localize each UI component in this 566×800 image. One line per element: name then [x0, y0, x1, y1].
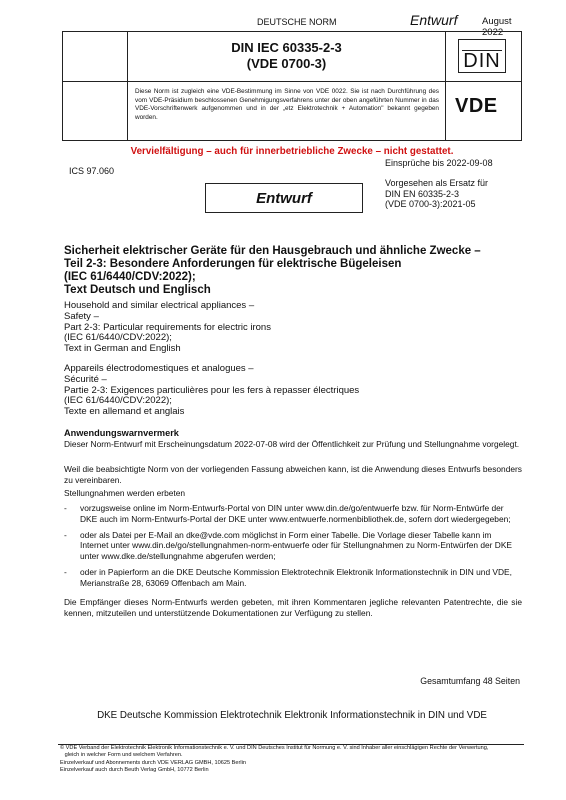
- vde-classification: (VDE 0700-3): [246, 56, 327, 71]
- list-item: [64, 530, 522, 562]
- title-english: [64, 301, 522, 355]
- paragraph: Die Empfänger dieses Norm-Entwurfs werden gebeten, mit ihren Kommentaren jegliche relevanten Patentrechte, die sie kennen, mitzuteilen und unterstützende Dokumentationen zur Verfügung zu stellen.: [64, 597, 522, 618]
- total-pages: Gesamtumfang 48 Seiten: [420, 676, 520, 686]
- title-line: Sécurité –: [64, 373, 107, 385]
- title-german: [64, 245, 522, 297]
- title-line: (IEC 61/6440/CDV:2022);: [64, 271, 196, 283]
- footer-line: Einzelverkauf auch durch Beuth Verlag GmbH, 10772 Berlin: [60, 767, 209, 774]
- bullet-marker: -: [64, 503, 67, 513]
- bullet-marker: -: [64, 529, 67, 540]
- list-item: [64, 567, 522, 589]
- divider: [445, 32, 446, 140]
- paragraph: Stellungnahmen werden erbeten: [64, 488, 186, 498]
- list-item-text: oder in Papierform an die DKE Deutsche Kommission Elektrotechnik Elektronik Informationstechnik in DIN und VDE, Merianstraße 28, 63069 Offenbach am Main.: [80, 566, 512, 588]
- title-line: Text in German and English: [64, 343, 181, 355]
- replacement-line: DIN EN 60335-2-3: [385, 188, 460, 199]
- title-line: Part 2-3: Particular requirements for electric irons: [64, 321, 271, 333]
- din-logo-text: DIN: [463, 50, 501, 72]
- copyright-notice: [60, 745, 526, 775]
- vde-logo: VDE: [455, 95, 498, 117]
- title-line: Sicherheit elektrischer Geräte für den Hausgebrauch und ähnliche Zwecke –: [64, 245, 481, 257]
- title-line: Appareils électrodomestiques et analogues –: [64, 363, 254, 374]
- norm-type-label: DEUTSCHE NORM: [257, 17, 337, 27]
- title-line: Texte en allemand et anglais: [64, 406, 185, 418]
- replacement-line: Vorgesehen als Ersatz für: [385, 178, 489, 188]
- draft-stamp: [205, 183, 363, 213]
- bullet-marker: -: [64, 566, 67, 577]
- draft-stamp-label: Entwurf: [256, 190, 312, 207]
- comment-channels-list: [64, 503, 522, 594]
- title-line: Teil 2-3: Besondere Anforderungen für elektrische Bügeleisen: [64, 258, 402, 270]
- list-item-text: oder als Datei per E-Mail an dke@vde.com möglichst in Form einer Tabelle. Die Vorlage dieser Tabelle kann im Internet unter www.din.de/go/stellungnahmen-norm-entwuerfe oder für Stellungnahmen zu Norm-Entwürfen der DKE unter www.dke.de/stellungnahme abgerufen werden;: [80, 529, 513, 562]
- document-number: DIN IEC 60335-2-3: [231, 40, 342, 55]
- paragraph: Weil die beabsichtigte Norm von der vorliegenden Fassung abweichen kann, ist die Anwendung dieses Entwurfs besonders zu vereinbaren.: [64, 464, 522, 485]
- title-line: (IEC 61/6440/CDV:2022);: [64, 395, 172, 407]
- title-line: Household and similar electrical appliances –: [64, 300, 255, 311]
- footer-line: © VDE Verband der Elektrotechnik Elektronik Informationstechnik e. V. und DIN Deutsches Institut für Normung e. V. sind Inhaber aller einschlägigen Rechte der Verwertung,: [60, 745, 489, 751]
- draft-label: Entwurf: [410, 12, 458, 28]
- committee-name: DKE Deutsche Kommission Elektrotechnik Elektronik Informationstechnik in DIN und VDE: [97, 710, 487, 721]
- title-french: [64, 364, 522, 418]
- ics-code: ICS 97.060: [69, 166, 115, 176]
- title-line: (IEC 61/6440/CDV:2022);: [64, 332, 172, 344]
- title-line: Partie 2-3: Exigences particulières pour les fers à repasser électriques: [64, 384, 360, 396]
- list-item-text: vorzugsweise online im Norm-Entwurfs-Portal von DIN unter www.din.de/go/entwuerfe bzw. für Norm-Entwürfe der DKE auch im Norm-Entwurfs-Portal der DKE unter www.entwuerfe.normenbibliothek.de, sofern dort wiedergegeben;: [80, 503, 511, 524]
- objection-deadline: Einsprüche bis 2022-09-08: [385, 158, 493, 168]
- vde-notice: Diese Norm ist zugleich eine VDE-Bestimmung im Sinne von VDE 0022. Sie ist nach Durchführung des vom VDE-Präsidium beschlossenen Genehmigungsverfahrens unter der oben angeführten Nummer in das VDE-Vorschriftenwerk aufgenommen und in der „etz Elektrotechnik + Automation" bekannt gegeben worden.: [135, 88, 439, 121]
- title-line: Safety –: [64, 310, 99, 322]
- reproduction-warning: Vervielfältigung – auch für innerbetriebliche Zwecke – nicht gestattet.: [130, 146, 454, 157]
- header-box: [62, 31, 522, 141]
- replacement-line: (VDE 0700-3):2021-05: [385, 199, 476, 209]
- footer-line: gleich in welcher Form und welchem Verfahren.: [60, 752, 183, 759]
- top-bar: [62, 10, 522, 38]
- paragraph: Dieser Norm-Entwurf mit Erscheinungsdatum 2022-07-08 wird der Öffentlichkeit zur Prüfung und Stellungnahme vorgelegt.: [64, 439, 520, 449]
- document-id: [128, 40, 445, 72]
- din-logo: [458, 39, 506, 73]
- list-item: [64, 503, 522, 525]
- application-warning-heading: Anwendungswarnvermerk: [64, 428, 179, 438]
- issue-date: August 2022: [482, 16, 512, 38]
- divider: [63, 81, 521, 82]
- replacement-info: [385, 178, 488, 210]
- footer-line: Einzelverkauf und Abonnements durch VDE VERLAG GMBH, 10625 Berlin: [60, 759, 246, 766]
- title-line: Text Deutsch und Englisch: [64, 284, 211, 296]
